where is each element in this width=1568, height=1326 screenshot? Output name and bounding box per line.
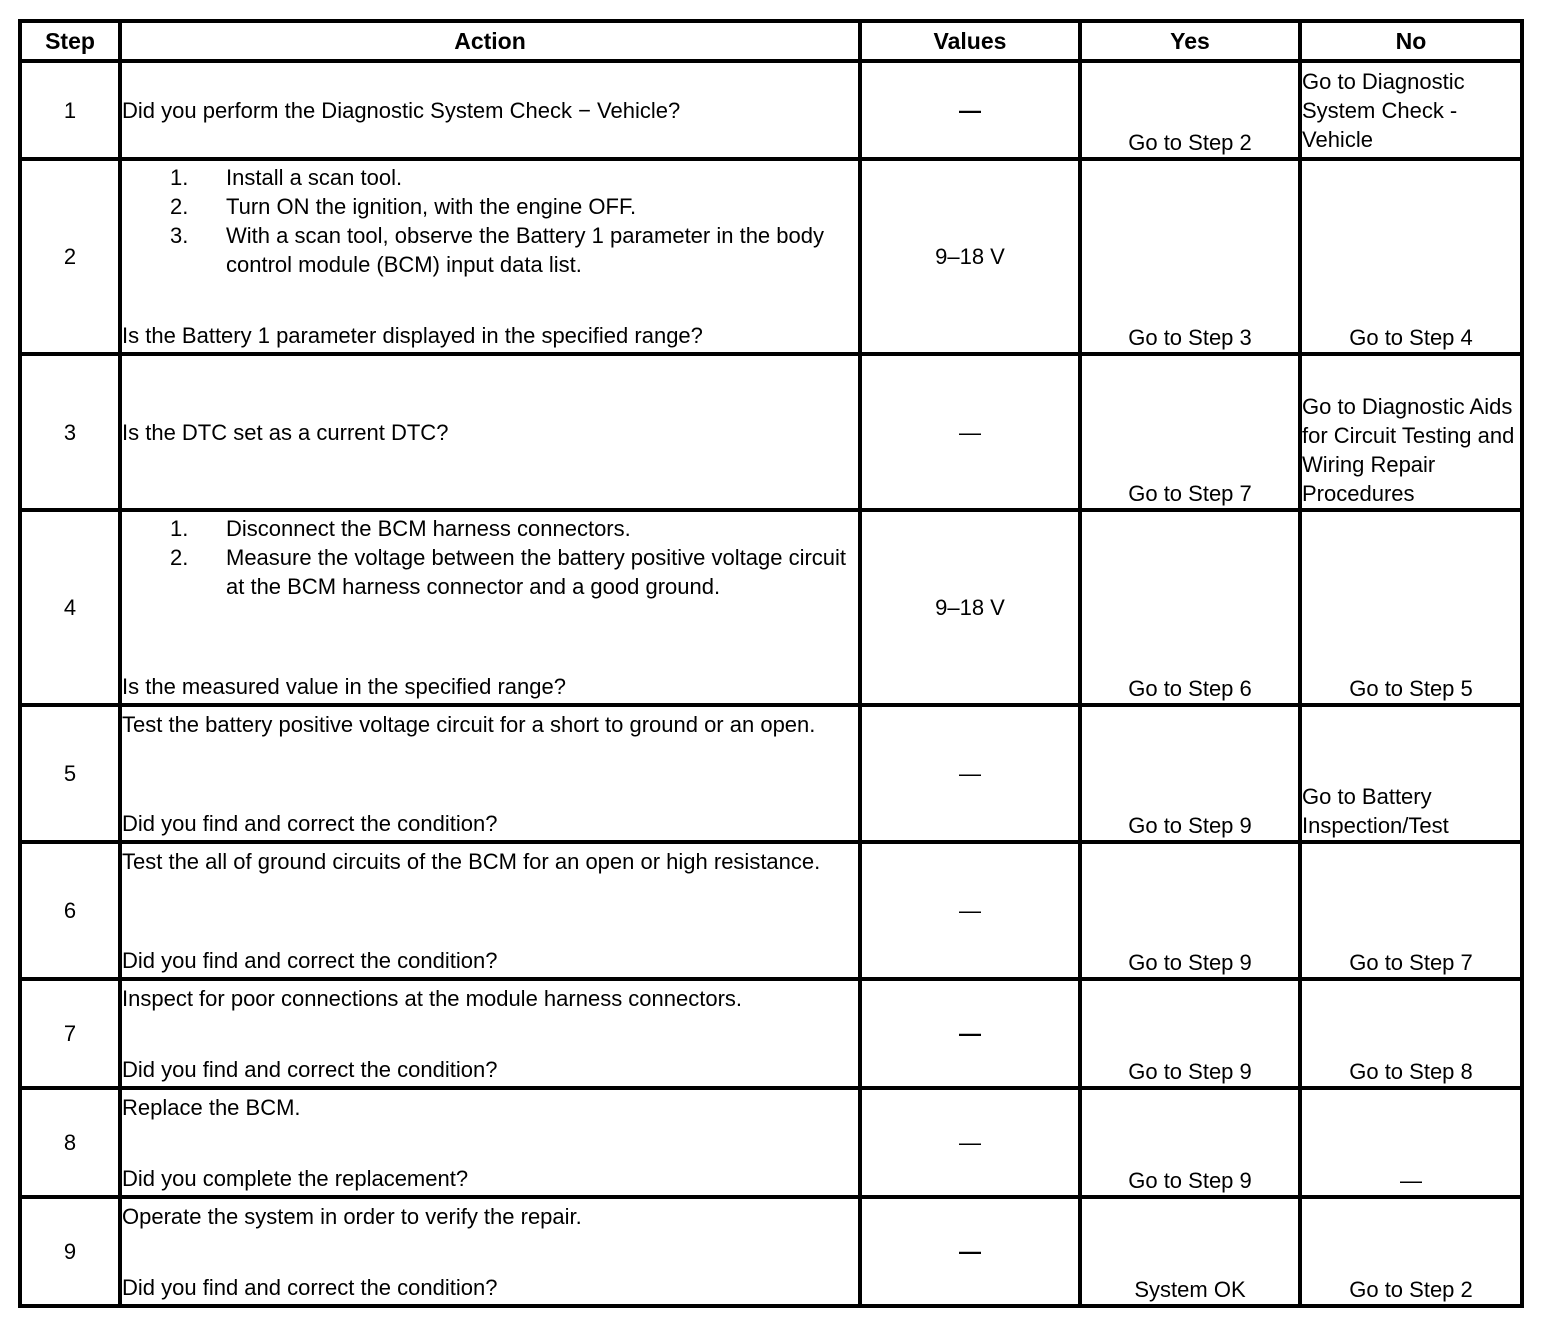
table-row (20, 705, 1522, 842)
action-text: Inspect for poor connections at the module harness connectors. (122, 986, 743, 1011)
no-cell: Go to Step 8 (1300, 979, 1522, 1088)
no-cell: — (1300, 1088, 1522, 1197)
table-row (20, 1197, 1522, 1306)
table-row (20, 1088, 1522, 1197)
substep-list (122, 514, 858, 601)
action-text: Replace the BCM. (122, 1095, 301, 1120)
value-cell: 9–18 V (860, 159, 1080, 354)
action-text: Operate the system in order to verify the repair. (122, 1204, 582, 1229)
yes-cell: Go to Step 9 (1080, 1088, 1300, 1197)
value-text: — (959, 1130, 981, 1155)
value-cell (860, 1088, 1080, 1197)
value-cell (860, 979, 1080, 1088)
table-row (20, 979, 1522, 1088)
no-cell: Go to Step 4 (1300, 159, 1522, 354)
yes-cell: Go to Step 9 (1080, 705, 1300, 842)
step-number: 2 (20, 159, 120, 354)
table-row (20, 510, 1522, 705)
diagnostic-table (18, 19, 1524, 1308)
substep-item: 2. Measure the voltage between the battery positive voltage circuit at the BCM harness connector and a good ground. (170, 545, 847, 599)
action-cell (120, 979, 860, 1088)
value-cell: 9–18 V (860, 510, 1080, 705)
action-cell (120, 510, 860, 705)
action-question: Is the measured value in the specified range? (122, 674, 566, 699)
action-text: Test the battery positive voltage circuit for a short to ground or an open. (122, 712, 816, 737)
yes-cell: Go to Step 9 (1080, 842, 1300, 979)
table-row (20, 61, 1522, 159)
step-number: 6 (20, 842, 120, 979)
action-question: Did you perform the Diagnostic System Check − Vehicle? (122, 97, 681, 123)
value-cell (860, 842, 1080, 979)
yes-cell: System OK (1080, 1197, 1300, 1306)
step-number: 4 (20, 510, 120, 705)
header-yes: Yes (1080, 21, 1300, 61)
value-text: — (959, 898, 981, 923)
no-cell: Go to Diagnostic System Check - Vehicle (1300, 61, 1522, 159)
action-cell (120, 1088, 860, 1197)
step-number: 9 (20, 1197, 120, 1306)
action-question: Did you find and correct the condition? (122, 1057, 498, 1082)
no-cell: Go to Diagnostic Aids for Circuit Testing and Wiring Repair Procedures (1300, 354, 1522, 510)
yes-cell: Go to Step 2 (1080, 61, 1300, 159)
yes-cell: Go to Step 3 (1080, 159, 1300, 354)
action-question: Did you complete the replacement? (122, 1166, 469, 1191)
value-cell (860, 61, 1080, 159)
action-cell (120, 842, 860, 979)
action-cell (120, 1197, 860, 1306)
action-question: Is the Battery 1 parameter displayed in the specified range? (122, 323, 703, 348)
step-number: 8 (20, 1088, 120, 1197)
table-row (20, 354, 1522, 510)
yes-cell: Go to Step 6 (1080, 510, 1300, 705)
table-row (20, 842, 1522, 979)
no-cell: Go to Battery Inspection/Test (1300, 705, 1522, 842)
header-no: No (1300, 21, 1522, 61)
action-cell (120, 159, 860, 354)
yes-cell: Go to Step 9 (1080, 979, 1300, 1088)
yes-cell: Go to Step 7 (1080, 354, 1300, 510)
action-cell (120, 354, 860, 510)
value-text: — (959, 1021, 981, 1046)
action-cell (120, 61, 860, 159)
header-row (20, 21, 1522, 61)
value-text: — (959, 419, 981, 445)
substep-item: 2. Turn ON the ignition, with the engine OFF. (170, 194, 637, 219)
step-number: 3 (20, 354, 120, 510)
header-action: Action (120, 21, 860, 61)
value-text: — (959, 1239, 981, 1264)
no-cell: Go to Step 5 (1300, 510, 1522, 705)
action-cell (120, 705, 860, 842)
step-number: 1 (20, 61, 120, 159)
value-text: — (959, 761, 981, 786)
step-number: 5 (20, 705, 120, 842)
no-cell: Go to Step 7 (1300, 842, 1522, 979)
value-cell (860, 1197, 1080, 1306)
action-question: Is the DTC set as a current DTC? (122, 419, 449, 445)
action-question: Did you find and correct the condition? (122, 811, 498, 836)
action-text: Test the all of ground circuits of the BCM for an open or high resistance. (122, 849, 821, 874)
value-cell (860, 705, 1080, 842)
action-question: Did you find and correct the condition? (122, 1275, 498, 1300)
no-cell: Go to Step 2 (1300, 1197, 1522, 1306)
step-number: 7 (20, 979, 120, 1088)
action-question: Did you find and correct the condition? (122, 948, 498, 973)
header-step: Step (20, 21, 120, 61)
header-values: Values (860, 21, 1080, 61)
value-text: — (959, 97, 981, 123)
substep-item: 1. Install a scan tool. (170, 165, 403, 190)
substep-item: 3. With a scan tool, observe the Battery 1 parameter in the body control module (BCM) input data list. (170, 223, 824, 277)
substep-item: 1. Disconnect the BCM harness connectors. (170, 516, 631, 541)
table-row (20, 159, 1522, 354)
substep-list (122, 163, 858, 279)
value-cell (860, 354, 1080, 510)
